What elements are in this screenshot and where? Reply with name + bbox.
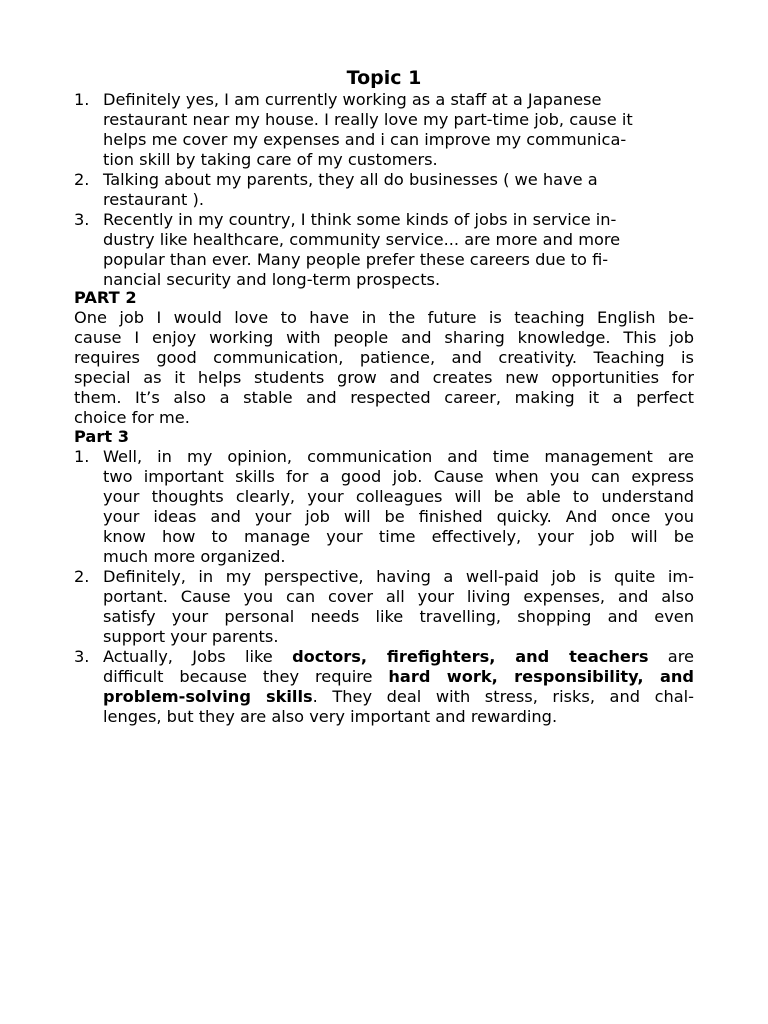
list-number: 3. [74,210,90,229]
text-line: Well, in my opinion, communication and time management are [103,447,694,466]
text-line: portant. Cause you can cover all your living expenses, and also [103,587,694,606]
bold-text: doctors, firefighters, and teachers [292,647,649,666]
list-number: 1. [74,90,90,109]
list-item [74,447,694,567]
text-line: tion skill by taking care of my customers. [103,150,438,169]
part2-section [74,288,694,428]
topic1-list [74,90,694,290]
text-line [103,687,694,707]
text-line: lenges, but they are also very important and rewarding. [103,707,558,726]
text-line: helps me cover my expenses and i can improve my communica- [103,130,627,149]
list-item [74,210,694,290]
text-line: satisfy your personal needs like travelling, shopping and even [103,607,694,626]
text-line: Definitely yes, I am currently working as a staff at a Japanese [103,90,602,109]
text-line: popular than ever. Many people prefer these careers due to fi- [103,250,609,269]
text-line: them. It’s also a stable and respected career, making it a perfect [74,388,694,407]
text-line: know how to manage your time effectively, your job will be [103,527,694,546]
list-number: 2. [74,567,90,586]
text-line: your thoughts clearly, your colleagues will be able to understand [103,487,694,506]
text-span: difficult because they require [103,667,389,686]
text-span: . They deal with stress, risks, and chal- [312,687,694,706]
text-line: restaurant near my house. I really love my part-time job, cause it [103,110,633,129]
text-line: two important skills for a good job. Cause when you can express [103,467,694,486]
text-line: much more organized. [103,547,286,566]
text-line [103,667,694,687]
text-line: support your parents. [103,627,279,646]
text-line: Recently in my country, I think some kinds of jobs in service in- [103,210,617,229]
text-line: Definitely, in my perspective, having a well-paid job is quite im- [103,567,694,586]
section-heading: PART 2 [74,288,137,307]
bold-text: hard work, responsibility, and [388,667,694,686]
bold-text: problem-solving skills [103,687,313,706]
text-line [103,647,694,667]
text-line: your ideas and your job will be finished quicky. And once you [103,507,694,526]
list-item [74,170,694,210]
text-line: restaurant ). [103,190,205,209]
text-line: nancial security and long-term prospects. [103,270,441,289]
section-heading: Part 3 [74,427,129,446]
text-line: choice for me. [74,408,190,427]
list-number: 1. [74,447,90,466]
text-line: Talking about my parents, they all do businesses ( we have a [103,170,598,189]
part3-section [74,427,694,727]
text-line: cause I enjoy working with people and sharing knowledge. This job [74,328,694,347]
page-title: Topic 1 [346,67,422,89]
text-span: are [648,647,694,666]
text-line: One job I would love to have in the future is teaching English be- [74,308,694,327]
text-line: special as it helps students grow and creates new opportunities for [74,368,694,387]
list-number: 2. [74,170,90,189]
text-span: Actually, Jobs like [103,647,293,666]
text-line: dustry like healthcare, community service... are more and more [103,230,621,249]
list-item [74,647,694,727]
text-line: requires good communication, patience, and creativity. Teaching is [74,348,694,367]
list-item [74,90,694,170]
list-number: 3. [74,647,90,666]
list-item [74,567,694,647]
